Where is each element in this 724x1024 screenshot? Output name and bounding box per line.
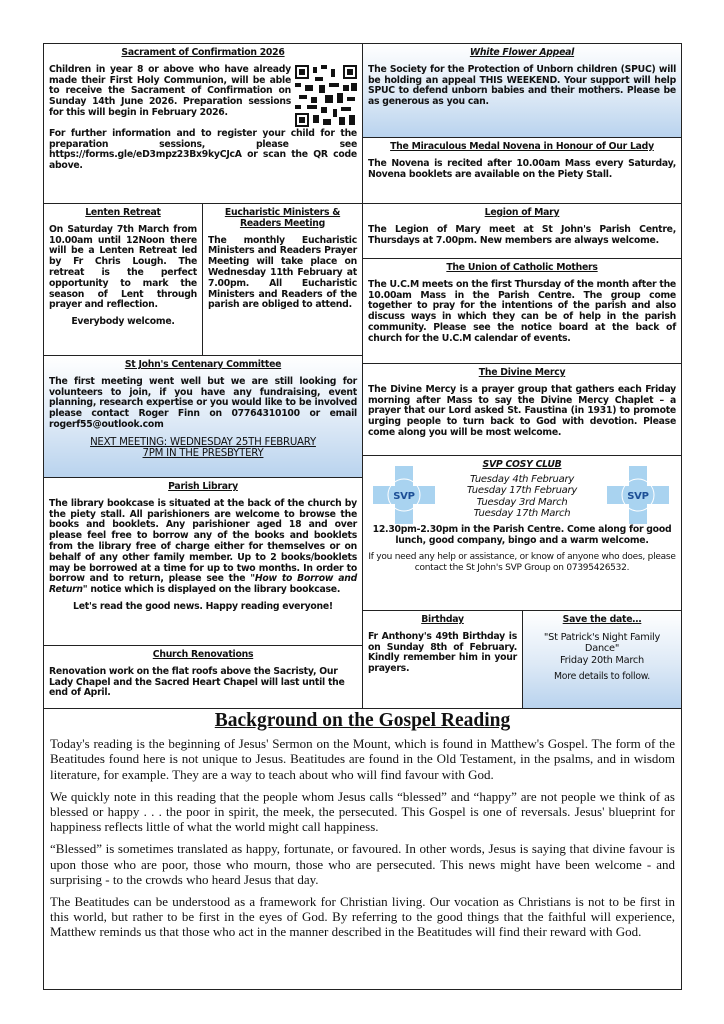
save-date-event: "St Patrick's Night Family Dance"	[543, 631, 661, 655]
legion-of-mary-notice	[362, 203, 682, 259]
white-flower-title: White Flower Appeal	[469, 47, 575, 58]
lenten-retreat-notice	[43, 203, 203, 356]
library-borrow-notice-name: "How to Borrow and Return"	[49, 573, 357, 596]
library-body-text-end: notice which is displayed on the library bookcase.	[87, 584, 341, 596]
eucharistic-body: The monthly Eucharistic Ministers and Readers Prayer Meeting will take place on Wednesday 11th February at 7.00pm. All Eucharistic Ministers and Readers of the parish are obliged to attend.	[208, 234, 357, 311]
save-date-date: Friday 20th March	[559, 654, 645, 666]
gospel-paragraph: The Beatitudes can be understood as a framework for Christian living. Our vocation as Christians is not to be first in this world, but rather to be first in the eyes of God. By referring to the good things that the faithful will experience, Matthew reminds us that those who act in the manner described in the Beatitudes will find their reward with God.	[50, 894, 675, 940]
svp-title: SVP COSY CLUB	[482, 459, 562, 470]
renovations-body: Renovation work on the flat roofs above the Sacristy, Our Lady Chapel and the Sacred Heart Chapel will last until the end of April.	[49, 665, 345, 699]
svg-text:SVP: SVP	[627, 491, 649, 502]
save-date-title: Save the date…	[562, 614, 642, 625]
birthday-title: Birthday	[421, 614, 464, 625]
church-renovations-notice	[43, 645, 363, 709]
ucm-title: The Union of Catholic Mothers	[446, 262, 598, 273]
lenten-welcome: Everybody welcome.	[71, 316, 175, 328]
eucharistic-ministers-notice	[202, 203, 363, 356]
gospel-background-section	[43, 708, 682, 990]
novena-title: The Miraculous Medal Novena in Honour of Our Lady	[390, 141, 654, 152]
parish-library-notice	[43, 477, 363, 646]
centenary-next-meeting: NEXT MEETING: WEDNESDAY 25TH FEBRUARY	[90, 436, 316, 448]
confirmation-notice	[43, 43, 363, 204]
svp-contact: If you need any help or assistance, or know of anyone who does, please contact the St John's SVP Group on 07395426532.	[368, 552, 676, 574]
eucharistic-title: Eucharistic Ministers & Readers Meeting	[224, 207, 341, 229]
divine-mercy-notice	[362, 363, 682, 456]
svp-date: Tuesday 17th March	[473, 508, 571, 520]
gospel-paragraph: We quickly note in this reading that the people whom Jesus calls “blessed” and “happy” are not people we think of as blessed or happy . . . the poor in spirit, the meek, the persecuted. This Gospel is one of reversals. Jesus' blueprint for happiness reflects little of what the world might call happiness.	[50, 788, 675, 835]
library-body	[49, 499, 357, 596]
svp-cosy-club-notice	[362, 455, 682, 611]
legion-body: The Legion of Mary meet at St John's Parish Centre, Thursdays at 7.00pm. New members are always welcome.	[368, 223, 676, 246]
birthday-body: Fr Anthony's 49th Birthday is on Sunday 8th of February. Kindly remember him in your prayers.	[368, 630, 517, 675]
gospel-paragraph: Today's reading is the beginning of Jesus' Sermon on the Mount, which is found in Matthew's Gospel. The form of the Beatitudes found here is not unique to Jesus. Beatitudes are found in the Old Testament, in the psalms, and in wisdom literature, for example. They are a way to teach about who will find favour with God.	[50, 736, 675, 782]
renovations-title: Church Renovations	[152, 649, 254, 660]
svp-logo-right-icon	[607, 466, 669, 524]
divine-mercy-body: The Divine Mercy is a prayer group that gathers each Friday morning after Mass to say the Divine Mercy Chaplet – a prayer that our Lord asked St. Faustina (in 1931) to promote urging people to turn back to God with devotion. Please come along you will be most welcome.	[368, 383, 676, 438]
centenary-committee-notice	[43, 355, 363, 478]
centenary-next-meeting-location: 7PM IN THE PRESBYTERY	[142, 448, 264, 460]
divine-mercy-title: The Divine Mercy	[478, 367, 566, 378]
library-closing: Let's read the good news. Happy reading everyone!	[73, 600, 333, 612]
gospel-title: Background on the Gospel Reading	[214, 710, 511, 731]
centenary-body: The first meeting went well but we are still looking for volunteers to join, if you have any fundraising, event planning, research expertise or you would like to be involved please contact Roger Finn on 07764310100 or email rogerf55@outlook.com	[49, 375, 357, 430]
library-body-text: The library bookcase is situated at the back of the church by the piety stall. All parishioners are welcome to browse the books and booklets. Any parishioner aged 18 and over please feel free to borrow any of the books and booklets from the library free of charge either for themselves or on behalf of any other family member. Up to 2 books/booklets may be borrowed at a time for up to two months. In order to borrow and to return, please see the	[49, 497, 357, 585]
novena-body: The Novena is recited after 10.00am Mass every Saturday, Novena booklets are available on the Piety Stall.	[368, 157, 676, 180]
ucm-body: The U.C.M meets on the first Thursday of the month after the 10.00am Mass in the Parish Centre. The group come together to pray for the intentions of the parish and also discuss ways in which they can be of help in the parish community. Please see the notice board at the back of church for the U.C.M calendar of events.	[368, 278, 676, 344]
white-flower-appeal-notice	[362, 43, 682, 138]
legion-title: Legion of Mary	[484, 207, 560, 218]
svp-logo-left-icon	[373, 466, 435, 524]
lenten-body: On Saturday 7th March from 10.00am until 12Noon there will be a Lenten Retreat led by Fr Chris Lough. The retreat is the perfect opportunity to mark the season of Lent through prayer and reflection.	[49, 223, 197, 311]
confirmation-body: Children in year 8 or above who have already made their First Holy Communion, will be able to receive the Sacrament of Confirmation on Sunday 14th June 2026. Preparation sessions for this will begin in February 2026.	[49, 63, 291, 118]
confirmation-more-info[interactable]: For further information and to register your child for the preparation sessions, please see https://forms.gle/eD3mpz23Bx9kyCJcA or scan the QR code above.	[49, 127, 357, 172]
white-flower-body: The Society for the Protection of Unborn children (SPUC) will be holding an appeal THIS WEEKEND. Your support will help SPUC to defend unborn babies and their mothers. Please be as generous as you can.	[368, 63, 676, 108]
novena-notice	[362, 137, 682, 204]
gospel-paragraph: “Blessed” is sometimes translated as happy, fortunate, or favoured. In other words, Jesus is saying that divine favour is upon those who are poor, those who mourn, those who are persecuted. This news might have been welcome - and surprising - to the crowds who heard Jesus that day.	[50, 841, 675, 887]
confirmation-title: Sacrament of Confirmation 2026	[121, 47, 285, 58]
save-the-date-notice	[522, 610, 682, 709]
library-title: Parish Library	[168, 481, 238, 492]
svp-details: 12.30pm-2.30pm in the Parish Centre. Come along for good lunch, good company, bingo and a warm welcome.	[372, 523, 672, 546]
svp-date: Tuesday 4th February	[469, 473, 575, 485]
svg-text:SVP: SVP	[393, 491, 415, 502]
lenten-title: Lenten Retreat	[85, 207, 161, 218]
svp-date: Tuesday 3rd March	[476, 496, 568, 508]
svp-date: Tuesday 17th February	[466, 485, 578, 497]
ucm-notice	[362, 258, 682, 364]
centenary-title: St John's Centenary Committee	[124, 359, 282, 370]
save-date-more: More details to follow.	[554, 671, 650, 683]
qr-code-icon[interactable]	[295, 65, 357, 127]
birthday-notice	[362, 610, 523, 709]
